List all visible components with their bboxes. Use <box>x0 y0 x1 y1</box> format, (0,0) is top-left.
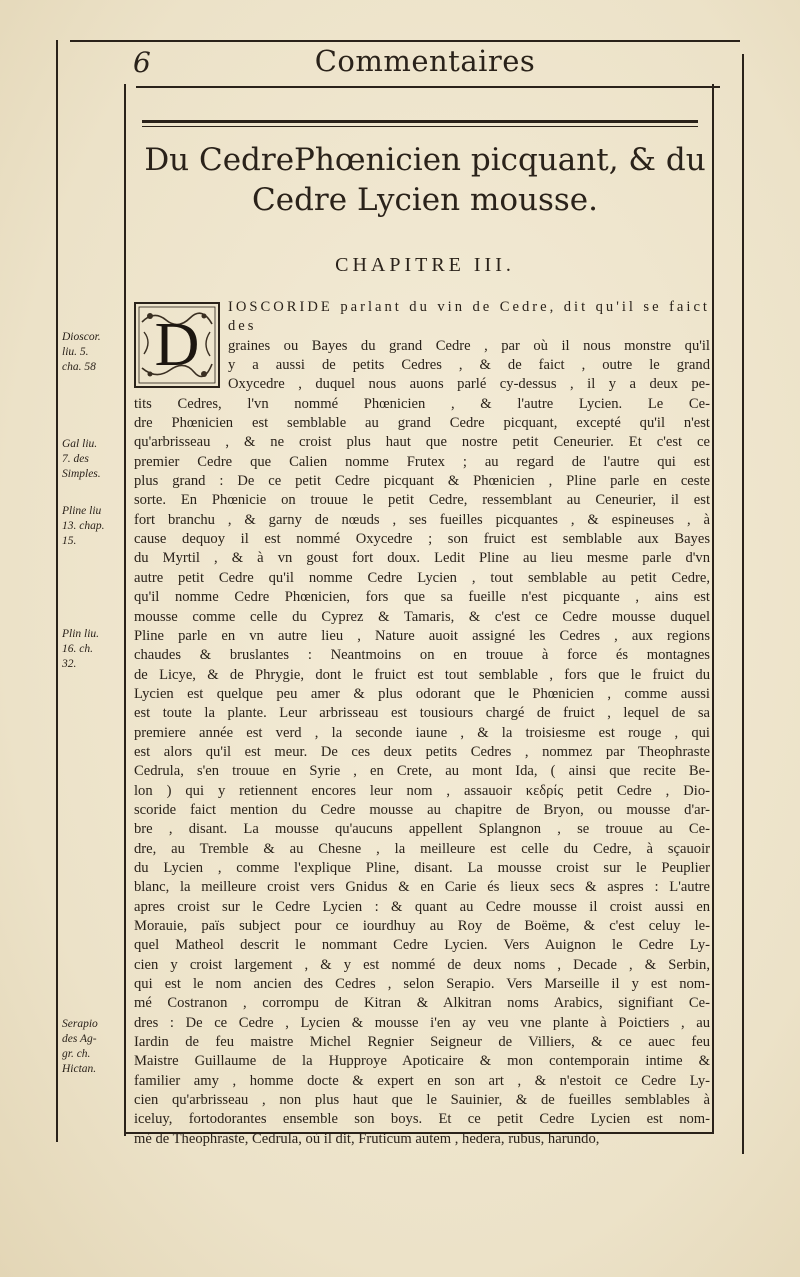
margin-note-line: liu. 5. <box>62 346 89 358</box>
chapter-title-line-2: Cedre Lycien mousse. <box>252 182 598 218</box>
margin-note-pline-16 <box>62 627 122 672</box>
body-line: y a aussi de petits Cedres , & de faict , outre le grand <box>228 357 710 374</box>
body-text <box>134 298 710 1149</box>
body-line: Lycien est quelque peu amer & plus odorant que le Phœnicien , comme aussi <box>134 685 710 702</box>
margin-note-line: cha. 58 <box>62 361 96 373</box>
body-line: Maistre Guillaume de la Hupproye Apoticaire & mon contemporain intime & <box>134 1053 710 1070</box>
body-line: Iardin de feu maistre Michel Regnier Seigneur de Villiers, & ce auec feu <box>134 1034 710 1051</box>
body-line: est toute la plante. Leur arbrisseau est tousiours chargé de fruict , lequel de sa <box>134 705 710 722</box>
right-inner-rule <box>712 84 714 1132</box>
body-line: qu'il nomme Cedre Phœnicien, fors que sa fueille n'est picquante , ains est <box>134 589 710 606</box>
chapter-title <box>130 140 720 220</box>
margin-note-serapio <box>62 1017 122 1077</box>
margin-note-line: Hictan. <box>62 1063 97 1075</box>
body-line: lon ) qui y retiennent encores leur nom , assauoir κεδρίς petit Cedre , Dio- <box>134 782 710 799</box>
body-line: IOSCORIDE parlant du vin de Cedre, dit qu'il se faict des <box>228 299 710 335</box>
body-line: blanc, la meilleure croist vers Gnidus & en Carie és lieux secs & aspres : L'autre <box>134 879 710 896</box>
body-line: tits Cedres, l'vn nommé Phœnicien , & l'autre Lycien. Le Ce- <box>134 395 710 412</box>
body-line: chaudes & bruslantes : Neantmoins on en trouue à force és montagnes <box>134 647 710 664</box>
body-line: qui est le nom ancien des Cedres , selon Serapio. Vers Marseille il y est nom- <box>134 976 710 993</box>
body-line: apres croist sur le Cedre Lycien : & quant au Cedre mousse il croist aussi en <box>134 898 710 915</box>
drop-cap <box>134 302 220 388</box>
body-line: graines ou Bayes du grand Cedre , par où il nous monstre qu'il <box>228 337 710 354</box>
running-header <box>125 42 725 86</box>
body-line: sorte. En Phœnicie on trouue le petit Cedre, ressemblant au Ceneurier, il est <box>134 492 710 509</box>
margin-note-line: gr. ch. <box>62 1048 91 1060</box>
margin-note-line: Dioscor. <box>62 331 101 343</box>
right-outer-rule <box>742 54 744 1154</box>
margin-note-line: Plin liu. <box>62 628 100 640</box>
margin-note-line: 7. des <box>62 453 89 465</box>
margin-note-line: Serapio <box>62 1018 98 1030</box>
body-line: premiere année est verd , la seconde iaune , & la troisiesme est rouge , qui <box>134 724 710 741</box>
body-line: Oxycedre , duquel nous auons parlé cy-dessus , il y a deux pe- <box>228 376 710 393</box>
body-line: familier amy , homme docte & expert en son art , & n'estoit ce Cedre Ly- <box>134 1072 710 1089</box>
body-line: du Myrtil , & à vn goust fort doux. Ledit Pline au lieu mesme parle d'vn <box>134 550 710 567</box>
body-line: plus grand : De ce petit Cedre picquant & Phœnicien , Pline parle en ceste <box>134 473 710 490</box>
body-line: mé Costranon , corrompu de Kitran & Alkitran noms Arabics, signifiant Ce- <box>134 995 710 1012</box>
margin-note-line: 15. <box>62 535 77 547</box>
margin-note-line: Pline liu <box>62 505 102 517</box>
left-inner-rule <box>124 84 126 1136</box>
body-line: dre Phœnicien est semblable au grand Cedre picquant, excepté qu'il n'est <box>134 415 710 432</box>
body-line: premier Cedre que Calien nomme Frutex ; au regard de l'autre qui est <box>134 453 710 470</box>
body-line: Pline parle en vn autre lieu , Nature auoit assigné les Cedres , aux regions <box>134 627 710 644</box>
margin-note-galien <box>62 437 122 482</box>
header-rule <box>136 86 720 88</box>
margin-note-dioscorides <box>62 330 122 375</box>
body-line: cause dequoy il est nommé Oxycedre ; son fruict est semblable aux Bayes <box>134 531 710 548</box>
margin-note-pline-13 <box>62 504 122 549</box>
title-rule-thin <box>142 126 698 127</box>
chapter-title-line-1: Du CedrePhœnicien picquant, & du <box>144 142 706 178</box>
body-line: du Lycien , comme l'explique Pline, disant. La mousse croist sur le Peuplier <box>134 859 710 876</box>
body-lines <box>134 298 710 1149</box>
margin-note-line: 13. chap. <box>62 520 105 532</box>
body-line: mousse comme celle du Cyprez & Tamaris, & c'est ce Cedre mousse duquel <box>134 608 710 625</box>
margin-note-line: des Ag- <box>62 1033 97 1045</box>
margin-note-line: Simples. <box>62 468 101 480</box>
body-line: mé de Theophraste, Cedrula, où il dit, Fruticum autem , hedera, rubus, harundo, <box>134 1130 600 1147</box>
page-number: 6 <box>133 46 151 79</box>
body-line: autre petit Cedre qu'il nomme Cedre Lycien , tout semblable au petit Cedre, <box>134 569 710 586</box>
title-rule-top <box>142 120 698 123</box>
body-line: iceluy, fortodorantes ensemble son boys. Et ce petit Cedre Lycien est nom- <box>134 1111 710 1128</box>
body-line: de Licye, & de Phrygie, dont le fruict est tout semblable , fors que le fruict du <box>134 666 710 683</box>
body-line: cien qu'arbrisseau , non plus haut que le Sauinier, & de fueilles semblables à <box>134 1092 710 1109</box>
left-outer-rule <box>56 40 58 1142</box>
running-title: Commentaires <box>314 44 536 78</box>
body-line: cien y croist largement , & y est nommé de deux noms , Decade , & Serbin, <box>134 956 710 973</box>
margin-note-line: 32. <box>62 658 77 670</box>
margin-note-line: 16. ch. <box>62 643 93 655</box>
drop-cap-letter: D <box>154 311 200 379</box>
body-line: bre , disant. La mousse qu'aucuns appellent Splangnon , se trouue au Ce- <box>134 821 710 838</box>
body-line: dre, au Tremble & au Chesne , la meilleure est celle du Cedre, à sçauoir <box>134 840 710 857</box>
body-line: fort branchu , & garny de nœuds , ses fueilles picquantes , & espineuses , à <box>134 511 710 528</box>
body-line: dres : De ce Cedre , Lycien & mousse i'en ay veu vne plante à Poictiers , au <box>134 1014 710 1031</box>
body-line: Morauie, païs subject pour ce iourdhuy au Roy de Boëme, & c'est celuy le- <box>134 918 710 934</box>
margin-note-line: Gal liu. <box>62 438 98 450</box>
chapter-number: CHAPITRE III. <box>335 254 515 276</box>
body-line: est alors qu'il est meur. De ces deux petits Cedres , nommez par Theophraste <box>134 743 710 760</box>
body-line: quel Matheol descrit le nommant Cedre Lycien. Vers Auignon le Cedre Ly- <box>134 937 710 954</box>
body-line: Cedrula, s'en trouue en Syrie , en Crete, au mont Ida, ( ainsi que recite Be- <box>134 763 710 780</box>
body-line: qu'arbrisseau , & ne croist plus haut que nostre petit Ceneurier. Et c'est ce <box>134 434 710 451</box>
body-line: scoride faict mention du Cedre mousse au chapitre de Bryon, ou mousse d'ar- <box>134 801 710 818</box>
